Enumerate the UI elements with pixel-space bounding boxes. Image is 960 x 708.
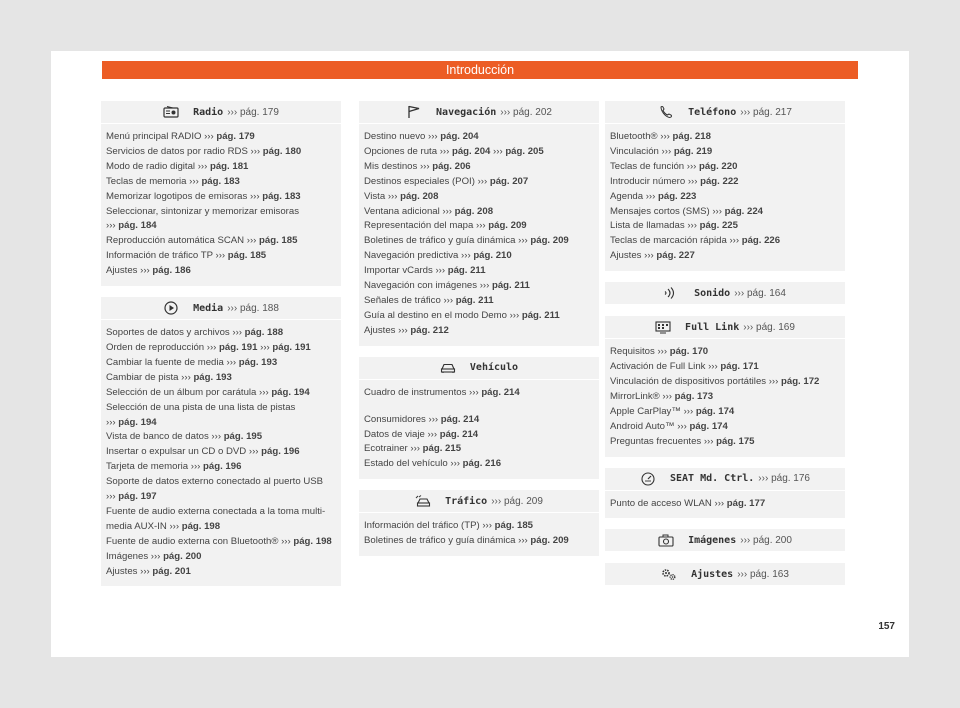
section-title: SEAT Md. Ctrl. bbox=[670, 473, 755, 484]
entry-line: Ajustes ››› pág. 186 bbox=[106, 265, 191, 277]
section-trafico bbox=[359, 490, 599, 556]
entry-line: ››› pág. 194 bbox=[106, 416, 157, 428]
entry-line: ››› pág. 197 bbox=[106, 491, 157, 503]
section-ref: ››› pág. 188 bbox=[227, 302, 279, 314]
section-body bbox=[359, 513, 599, 556]
entry-line: Importar vCards ››› pág. 211 bbox=[364, 265, 486, 277]
entry-line: Fuente de audio externa conectada a la toma multi- bbox=[106, 505, 326, 517]
section-body bbox=[605, 339, 845, 456]
entry-line: Teclas de función ››› pág. 220 bbox=[610, 160, 738, 172]
entry-line: Guía al destino en el modo Demo ››› pág. 211 bbox=[364, 309, 560, 321]
entry-line: Ecotrainer ››› pág. 215 bbox=[364, 443, 462, 455]
section-header bbox=[605, 316, 845, 339]
camera-icon bbox=[658, 533, 674, 547]
entry-line: ››› pág. 184 bbox=[106, 220, 157, 232]
section-body bbox=[605, 124, 845, 271]
section-media bbox=[101, 297, 341, 586]
entry-line: Información de tráfico TP ››› pág. 185 bbox=[106, 250, 267, 262]
entry-line: Boletines de tráfico y guía dinámica ››› pág. 209 bbox=[364, 235, 569, 247]
manual-page bbox=[51, 51, 909, 657]
section-title: Teléfono bbox=[688, 106, 737, 118]
section-header bbox=[605, 101, 845, 124]
entry-line: Requisitos ››› pág. 170 bbox=[610, 346, 709, 358]
entry-line: Memorizar logotipos de emisoras ››› pág. 183 bbox=[106, 190, 301, 202]
section-ref: ››› pág. 163 bbox=[737, 568, 789, 580]
entry-line: Teclas de memoria ››› pág. 183 bbox=[106, 175, 240, 187]
section-seat-md-ctrl bbox=[605, 468, 845, 519]
section-sonido bbox=[605, 282, 845, 305]
entry-line: Lista de llamadas ››› pág. 225 bbox=[610, 220, 738, 232]
entry-line: Consumidores ››› pág. 214 bbox=[364, 413, 480, 425]
entry-line: Tarjeta de memoria ››› pág. 196 bbox=[106, 461, 242, 473]
entry-line: Modo de radio digital ››› pág. 181 bbox=[106, 160, 249, 172]
section-body bbox=[359, 124, 599, 346]
section-body bbox=[101, 124, 341, 286]
section-body bbox=[101, 320, 341, 586]
entry-line: Preguntas frecuentes ››› pág. 175 bbox=[610, 435, 755, 447]
section-ref: ››› pág. 179 bbox=[227, 106, 279, 118]
section-title: Imágenes bbox=[688, 534, 737, 546]
entry-line: Soportes de datos y archivos ››› pág. 188 bbox=[106, 327, 284, 339]
column-left bbox=[101, 101, 341, 597]
section-ref: ››› pág. 209 bbox=[491, 495, 543, 507]
section-header bbox=[359, 357, 599, 380]
section-header bbox=[101, 297, 341, 320]
section-radio bbox=[101, 101, 341, 286]
traffic-car-icon bbox=[415, 494, 431, 508]
entry-line: Representación del mapa ››› pág. 209 bbox=[364, 220, 527, 232]
section-header bbox=[101, 101, 341, 124]
entry-line: Imágenes ››› pág. 200 bbox=[106, 550, 202, 562]
page-title: Introducción bbox=[102, 61, 858, 79]
entry-line: Agenda ››› pág. 223 bbox=[610, 190, 697, 202]
entry-line: Vinculación ››› pág. 219 bbox=[610, 145, 713, 157]
entry-line: Cambiar la fuente de media ››› pág. 193 bbox=[106, 356, 278, 368]
entry-line: Selección de un álbum por carátula ››› pág. 194 bbox=[106, 386, 310, 398]
entry-line: Información del tráfico (TP) ››› pág. 185 bbox=[364, 520, 534, 532]
section-lines-b bbox=[364, 413, 594, 473]
entry-line: Ventana adicional ››› pág. 208 bbox=[364, 205, 494, 217]
section-body bbox=[359, 380, 599, 480]
section-navegacion bbox=[359, 101, 599, 346]
entry-line: Vinculación de dispositivos portátiles ››› pág. 172 bbox=[610, 375, 820, 387]
sound-icon bbox=[664, 286, 680, 300]
flag-icon bbox=[406, 105, 422, 119]
entry-line: Cambiar de pista ››› pág. 193 bbox=[106, 371, 232, 383]
gears-icon bbox=[661, 567, 677, 581]
entry-line: Selección de una pista de una lista de pistas bbox=[106, 401, 296, 413]
full-link-icon bbox=[655, 320, 671, 334]
section-header bbox=[359, 490, 599, 513]
entry-line: Servicios de datos por radio RDS ››› pág. 180 bbox=[106, 145, 302, 157]
entry-line: Ajustes ››› pág. 227 bbox=[610, 250, 695, 262]
section-title: Vehículo bbox=[469, 362, 519, 374]
play-icon bbox=[163, 301, 179, 315]
entry-line: Cuadro de instrumentos ››› pág. 214 bbox=[364, 386, 520, 398]
entry-line: Reproducción automática SCAN ››› pág. 185 bbox=[106, 235, 298, 247]
section-ref: ››› pág. 164 bbox=[734, 287, 786, 299]
section-title: Navegación bbox=[436, 106, 497, 118]
entry-line: Mensajes cortos (SMS) ››› pág. 224 bbox=[610, 205, 764, 217]
entry-line: Vista de banco de datos ››› pág. 195 bbox=[106, 431, 263, 443]
entry-line: Punto de acceso WLAN ››› pág. 177 bbox=[610, 497, 766, 509]
entry-line: Apple CarPlay™ ››› pág. 174 bbox=[610, 405, 735, 417]
entry-line: media AUX-IN ››› pág. 198 bbox=[106, 520, 221, 532]
page-number: 157 bbox=[878, 621, 895, 632]
entry-line: Destino nuevo ››› pág. 204 bbox=[364, 131, 479, 142]
entry-line: Navegación con imágenes ››› pág. 211 bbox=[364, 280, 530, 292]
column-middle bbox=[359, 101, 599, 567]
entry-line: Datos de viaje ››› pág. 214 bbox=[364, 428, 479, 440]
section-ref: ››› pág. 176 bbox=[758, 473, 810, 484]
entry-line: Fuente de audio externa con Bluetooth® ››› pág. 198 bbox=[106, 535, 332, 547]
entry-line: Boletines de tráfico y guía dinámica ››› pág. 209 bbox=[364, 535, 569, 547]
entry-line: Ajustes ››› pág. 212 bbox=[364, 324, 449, 336]
entry-line: Introducir número ››› pág. 222 bbox=[610, 175, 739, 187]
entry-line: Estado del vehículo ››› pág. 216 bbox=[364, 458, 502, 470]
section-ref: ››› pág. 217 bbox=[740, 106, 792, 118]
entry-line: Soporte de datos externo conectado al puerto USB bbox=[106, 476, 324, 488]
entry-line: MirrorLink® ››› pág. 173 bbox=[610, 390, 714, 402]
section-title: Sonido bbox=[694, 287, 731, 299]
entry-line: Destinos especiales (POI) ››› pág. 207 bbox=[364, 175, 529, 187]
section-title: Ajustes bbox=[691, 568, 734, 580]
entry-line: Ajustes ››› pág. 201 bbox=[106, 565, 191, 577]
car-icon bbox=[440, 361, 456, 375]
entry-line: Activación de Full Link ››› pág. 171 bbox=[610, 361, 759, 373]
entry-line: Seleccionar, sintonizar y memorizar emisoras bbox=[106, 205, 300, 217]
entry-line: Navegación predictiva ››› pág. 210 bbox=[364, 250, 512, 262]
section-body bbox=[605, 491, 845, 519]
section-title: Media bbox=[193, 302, 224, 314]
section-header bbox=[359, 101, 599, 124]
section-fulllink bbox=[605, 316, 845, 456]
section-telefono bbox=[605, 101, 845, 271]
section-lines-a bbox=[364, 386, 594, 401]
entry-line: Insertar o expulsar un CD o DVD ››› pág. 196 bbox=[106, 446, 300, 458]
radio-icon bbox=[163, 105, 179, 119]
section-imagenes bbox=[605, 529, 845, 552]
entry-line: Menú principal RADIO ››› pág. 179 bbox=[106, 131, 255, 142]
entry-line: Bluetooth® ››› pág. 218 bbox=[610, 131, 711, 142]
section-header bbox=[605, 563, 845, 586]
gauge-icon bbox=[640, 472, 656, 486]
section-ajustes bbox=[605, 563, 845, 586]
section-ref: ››› pág. 200 bbox=[740, 534, 792, 546]
section-header bbox=[605, 468, 845, 491]
entry-line: Mis destinos ››› pág. 206 bbox=[364, 160, 471, 172]
section-header bbox=[605, 282, 845, 305]
section-title: Full Link bbox=[685, 321, 740, 333]
section-ref: ››› pág. 202 bbox=[500, 106, 552, 118]
entry-line: Vista ››› pág. 208 bbox=[364, 190, 439, 202]
phone-icon bbox=[658, 105, 674, 119]
spacer bbox=[364, 401, 594, 413]
entry-line: Orden de reproducción ››› pág. 191 ››› pág. 191 bbox=[106, 341, 311, 353]
section-ref: ››› pág. 169 bbox=[743, 321, 795, 333]
section-header bbox=[605, 529, 845, 552]
section-title: Radio bbox=[193, 106, 224, 118]
entry-line: Señales de tráfico ››› pág. 211 bbox=[364, 294, 494, 306]
entry-line: Opciones de ruta ››› pág. 204 ››› pág. 205 bbox=[364, 145, 544, 157]
entry-line: Android Auto™ ››› pág. 174 bbox=[610, 420, 728, 432]
entry-line: Teclas de marcación rápida ››› pág. 226 bbox=[610, 235, 781, 247]
column-right bbox=[605, 101, 845, 597]
section-title: Tráfico bbox=[445, 495, 488, 507]
section-vehiculo bbox=[359, 357, 599, 480]
